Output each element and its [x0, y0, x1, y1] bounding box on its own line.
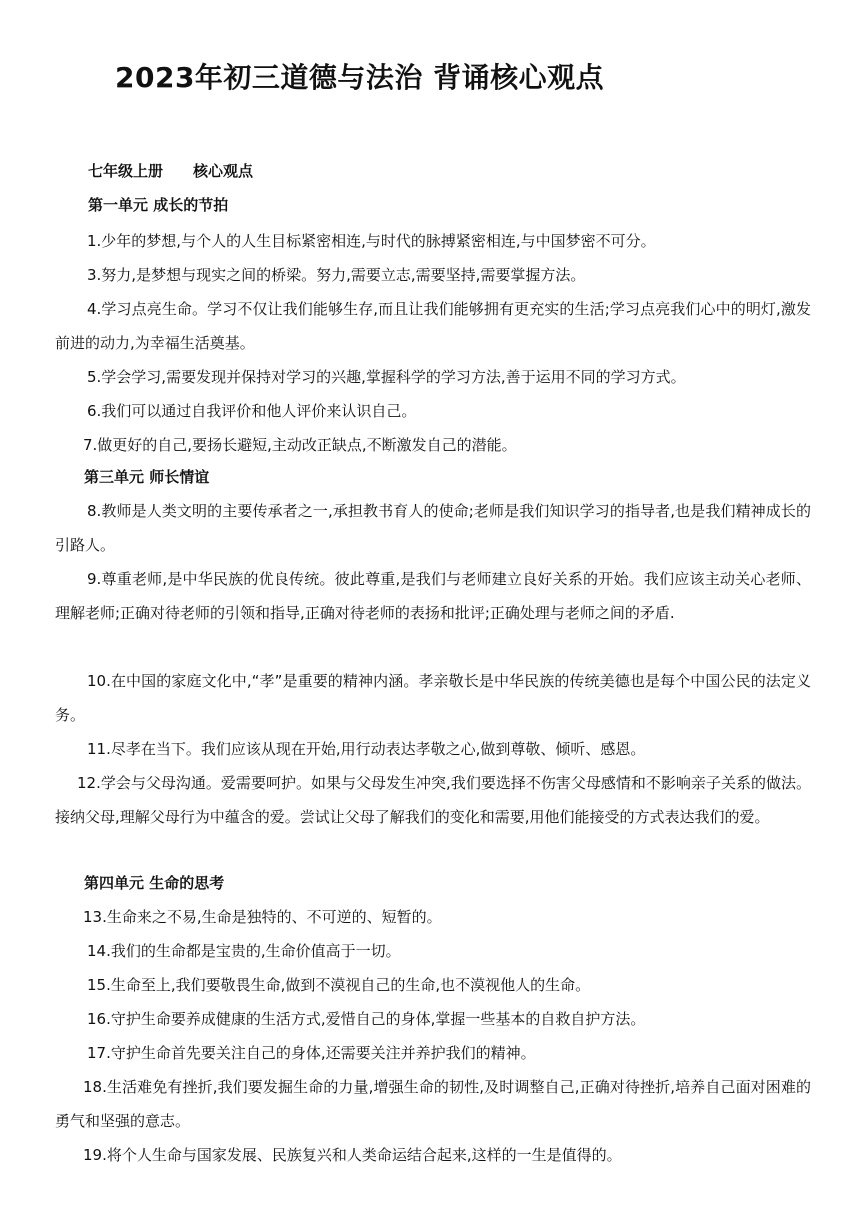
point-10: 10.在中国的家庭文化中,“孝”是重要的精神内涵。孝亲敬长是中华民族的传统美德也是每个中国公民的法定义务。 — [55, 672, 811, 724]
point-16: 16.守护生命要养成健康的生活方式,爱惜自己的身体,掌握一些基本的自救自护方法。 — [87, 1010, 646, 1028]
book-label — [88, 160, 253, 181]
grade-label: 七年级上册 — [88, 162, 164, 180]
section-heading-unit3: 第三单元 师长情谊 — [84, 468, 210, 486]
point-15: 15.生命至上,我们要敬畏生命,做到不漠视自己的生命,也不漠视他人的生命。 — [87, 976, 591, 994]
page-title: 2023年初三道德与法治 背诵核心观点 — [115, 61, 605, 94]
point-7: 7.做更好的自己,要扬长避短,主动改正缺点,不断激发自己的潜能。 — [83, 436, 517, 454]
point-14: 14.我们的生命都是宝贵的,生命价值高于一切。 — [87, 942, 401, 960]
point-3: 3.努力,是梦想与现实之间的桥梁。努力,需要立志,需要坚持,需要掌握方法。 — [87, 266, 586, 284]
point-11: 11.尽孝在当下。我们应该从现在开始,用行动表达孝敬之心,做到尊敬、倾听、感恩。 — [87, 740, 646, 758]
point-19: 19.将个人生命与国家发展、民族复兴和人类命运结合起来,这样的一生是值得的。 — [83, 1146, 622, 1164]
section-heading-unit1: 第一单元 成长的节拍 — [88, 196, 229, 214]
point-6: 6.我们可以通过自我评价和他人评价来认识自己。 — [87, 402, 417, 420]
point-5: 5.学会学习,需要发现并保持对学习的兴趣,掌握科学的学习方法,善于运用不同的学习方式。 — [87, 368, 686, 386]
point-9: 9.尊重老师,是中华民族的优良传统。彼此尊重,是我们与老师建立良好关系的开始。我们应该主动关心老师、理解老师;正确对待老师的引领和指导,正确对待老师的表扬和批评;正确处理与老师之间的矛盾. — [55, 570, 811, 622]
point-13: 13.生命来之不易,生命是独特的、不可逆的、短暂的。 — [83, 908, 442, 926]
point-1: 1.少年的梦想,与个人的人生目标紧密相连,与时代的脉搏紧密相连,与中国梦密不可分。 — [87, 232, 656, 250]
point-18: 18.生活难免有挫折,我们要发掘生命的力量,增强生命的韧性,及时调整自己,正确对待挫折,培养自己面对困难的勇气和坚强的意志。 — [55, 1078, 811, 1130]
point-17: 17.守护生命首先要关注自己的身体,还需要关注并养护我们的精神。 — [87, 1044, 536, 1062]
point-4: 4.学习点亮生命。学习不仅让我们能够生存,而且让我们能够拥有更充实的生活;学习点亮我们心中的明灯,激发前进的动力,为幸福生活奠基。 — [55, 300, 811, 352]
section-heading-unit4: 第四单元 生命的思考 — [84, 874, 225, 892]
point-8: 8.教师是人类文明的主要传承者之一,承担教书育人的使命;老师是我们知识学习的指导者,也是我们精神成长的引路人。 — [55, 502, 811, 554]
topic-label: 核心观点 — [193, 162, 254, 180]
point-12: 12.学会与父母沟通。爱需要呵护。如果与父母发生冲突,我们要选择不伤害父母感情和不影响亲子关系的做法。接纳父母,理解父母行为中蕴含的爱。尝试让父母了解我们的变化和需要,用他们能接受的方式表达我们的爱。 — [55, 774, 811, 826]
